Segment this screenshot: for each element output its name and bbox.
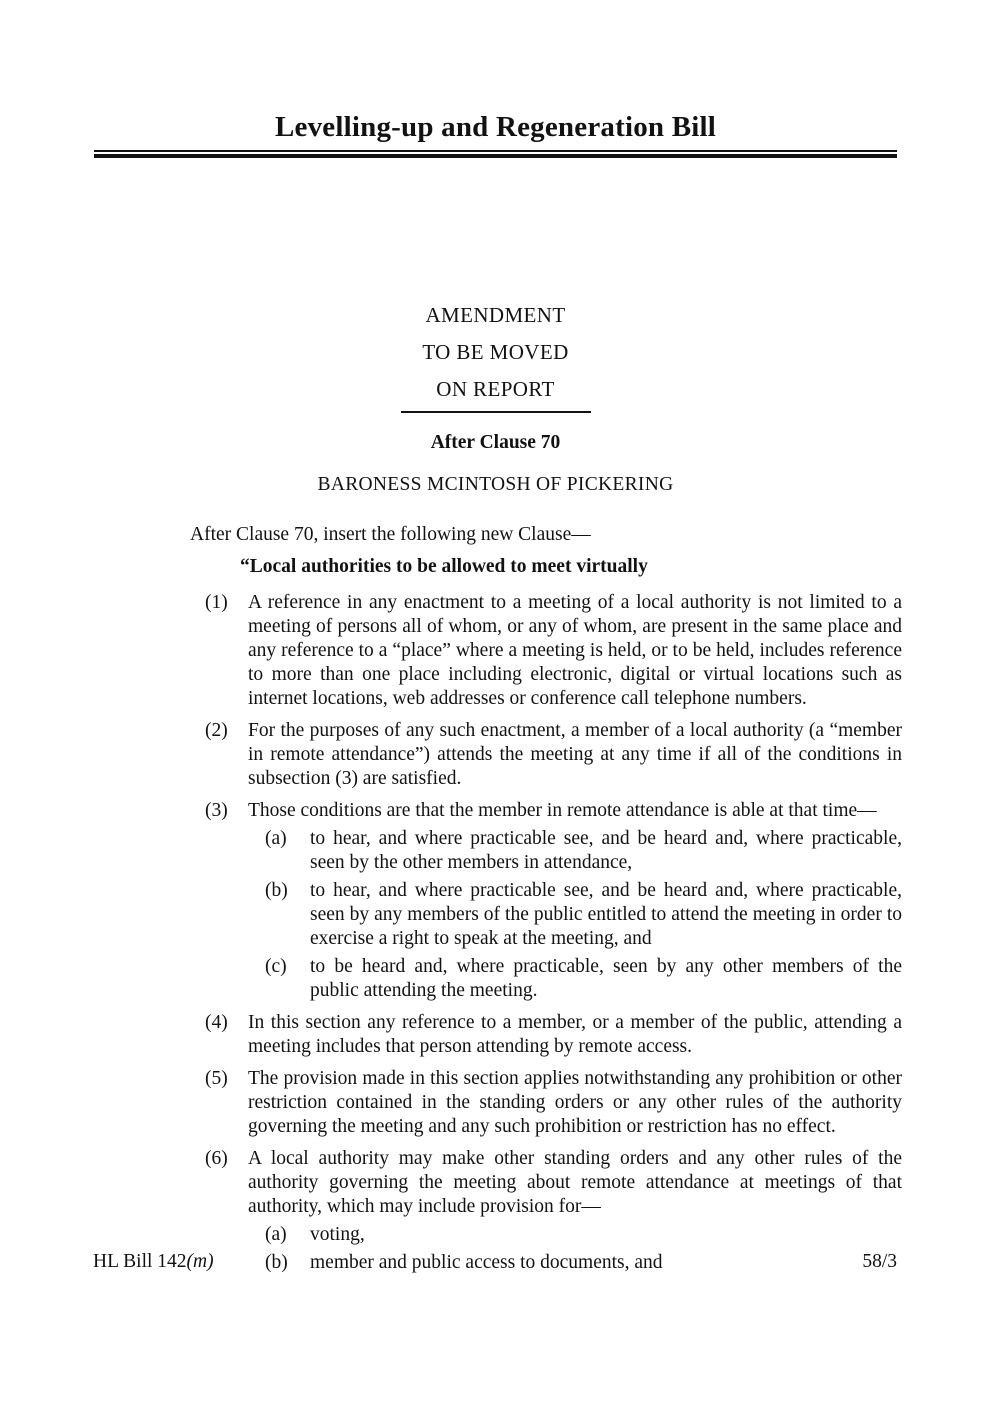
bill-reference-main: HL Bill 142 [93, 1251, 187, 1272]
subitem-text: voting, [310, 1223, 365, 1245]
subitem-3b [248, 879, 902, 951]
subitem-letter: (c) [265, 955, 287, 977]
subsection-number: (4) [205, 1011, 228, 1033]
subsection-number: (1) [205, 591, 228, 613]
bill-title: Levelling-up and Regeneration Bill [274, 111, 717, 143]
subsection-number: (3) [205, 799, 228, 821]
clause-heading: After Clause 70 [430, 431, 561, 453]
amendment-heading-line-1: AMENDMENT [425, 302, 566, 327]
bill-reference-suffix: (m) [186, 1251, 214, 1272]
amendment-heading-line-3: ON REPORT [436, 376, 555, 401]
subsection-5 [190, 1067, 902, 1139]
amendment-body [190, 523, 902, 1275]
proposer-name: BARONESS MCINTOSH OF PICKERING [317, 473, 674, 495]
subitem-letter: (a) [265, 827, 287, 849]
subsection-number: (2) [205, 719, 228, 741]
subsection-text: A reference in any enactment to a meeting of a local authority is not limited to a meeting of persons all of whom, or any of whom, are present in the same place and any reference to a “place” where a meeting is held, or to be held, includes reference to more than one place including electronic, digital or virtual locations such as internet locations, web addresses or conference call telephone numbers. [248, 591, 902, 709]
amendment-heading-line-2: TO BE MOVED [422, 339, 569, 364]
rule-thick-line [94, 154, 897, 158]
subitem-text: to be heard and, where practicable, seen by any other members of the public attending the meeting. [310, 955, 902, 1001]
page-footer [93, 1249, 897, 1274]
subsection-2 [190, 719, 902, 791]
subsection-text: Those conditions are that the member in remote attendance is able at that time— [248, 799, 877, 821]
subsection-text: The provision made in this section applies notwithstanding any prohibition or other restriction contained in the standing orders or any other rules of the authority governing the meeting and any such prohibition or restriction has no effect. [248, 1067, 902, 1137]
subitem-text: to hear, and where practicable see, and be heard and, where practicable, seen by the other members in attendance, [310, 827, 902, 873]
subsection-number: (5) [205, 1067, 228, 1089]
subsection-text: For the purposes of any such enactment, a member of a local authority (a “member in remote attendance”) attends the meeting at any time if all of the conditions in subsection (3) are satisfied. [248, 719, 902, 789]
subitem-3a [248, 827, 902, 875]
subsection-4 [190, 1011, 902, 1059]
amendment-instruction: After Clause 70, insert the following new Clause— [190, 523, 591, 545]
new-clause-title: “Local authorities to be allowed to meet virtually [240, 555, 648, 577]
subitem-letter: (b) [265, 1251, 288, 1273]
subitem-3c [248, 955, 902, 1003]
amendment-heading-rule [401, 411, 591, 413]
bill-header [94, 110, 897, 158]
subsection-text: In this section any reference to a member, or a member of the public, attending a meeting includes that person attending by remote access. [248, 1011, 902, 1057]
amendment-reference-number: 58/3 [862, 1251, 897, 1272]
subsection-text: A local authority may make other standing orders and any other rules of the authority governing the meeting about remote attendance at meetings of that authority, which may include provision for— [248, 1147, 902, 1217]
subitem-6a [248, 1223, 902, 1247]
subsection-1 [190, 591, 902, 711]
subitem-text: to hear, and where practicable see, and be heard and, where practicable, seen by any members of the public entitled to attend the meeting in order to exercise a right to speak at the meeting, and [310, 879, 902, 949]
subsection-3 [190, 799, 902, 1003]
subsection-list [190, 591, 902, 1275]
title-double-rule [94, 150, 897, 158]
subsection-number: (6) [205, 1147, 228, 1169]
amendment-heading-block [0, 297, 991, 413]
subitem-letter: (a) [265, 1223, 287, 1245]
subitem-text: member and public access to documents, and [310, 1251, 663, 1273]
bill-reference [93, 1249, 214, 1274]
subitem-letter: (b) [265, 879, 288, 901]
